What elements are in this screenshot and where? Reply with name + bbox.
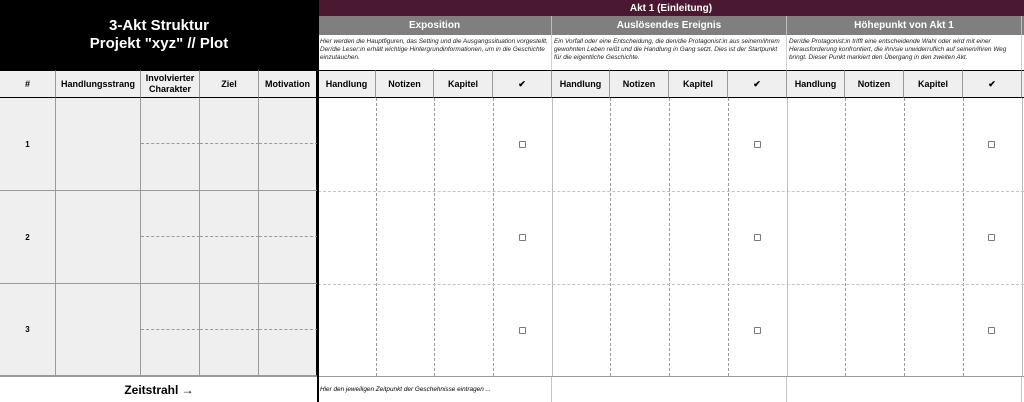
row-number[interactable]: 1	[0, 98, 56, 191]
sheet-title-line1: 3-Akt Struktur	[108, 17, 209, 34]
grid-line	[318, 191, 1024, 192]
grid-line	[728, 98, 729, 376]
goal-cell[interactable]	[200, 98, 259, 144]
sheet-title-line2: Projekt "xyz" // Plot	[89, 35, 229, 52]
sub-header-plot[interactable]: Handlung	[787, 70, 845, 98]
sub-header-chapter[interactable]: Kapitel	[904, 70, 963, 98]
sub-header-check[interactable]: ✔	[493, 70, 552, 98]
freeze-divider	[317, 0, 319, 402]
plot-strand-cell[interactable]	[56, 284, 141, 376]
timeline-label: Zeitstrahl →	[124, 382, 194, 397]
goal-cell[interactable]	[200, 144, 259, 191]
plot-strand-cell[interactable]	[56, 98, 141, 191]
sheet-title	[0, 0, 318, 70]
sub-header-notes[interactable]: Notizen	[376, 70, 434, 98]
section-header-exposition[interactable]: Exposition	[318, 16, 552, 35]
grid-line	[552, 98, 553, 376]
sub-header-plot[interactable]: Handlung	[552, 70, 610, 98]
sub-header-check[interactable]: ✔	[963, 70, 1022, 98]
motivation-cell[interactable]	[259, 191, 318, 237]
motivation-cell[interactable]	[259, 98, 318, 144]
row-number[interactable]: 2	[0, 191, 56, 284]
timeline-cell[interactable]	[552, 377, 787, 402]
checkbox-row2-act1-climax[interactable]	[988, 234, 995, 241]
col-header-number[interactable]: #	[0, 70, 56, 98]
grid-line	[845, 98, 846, 376]
motivation-cell[interactable]	[259, 330, 318, 376]
grid-line	[787, 98, 788, 376]
col-header-plot-strand[interactable]: Handlungsstrang	[56, 70, 141, 98]
col-header-motivation[interactable]: Motivation	[259, 70, 318, 98]
checkbox-row1-exposition[interactable]	[519, 141, 526, 148]
checkbox-row3-exposition[interactable]	[519, 327, 526, 334]
sub-header-chapter[interactable]: Kapitel	[434, 70, 493, 98]
section-header-inciting-incident[interactable]: Auslösendes Ereignis	[552, 16, 787, 35]
grid-line	[376, 98, 377, 376]
grid-line	[904, 98, 905, 376]
section-desc-inciting-incident[interactable]: Ein Vorfall oder eine Entscheidung, die den/die Protagonist:in aus seinem/ihrem gewohnten Leben reißt und die Handlung in Gang setzt. Dies ist der Startpunkt für die eigentliche Geschichte.	[552, 35, 787, 70]
act1-header[interactable]: Akt 1 (Einleitung)	[318, 0, 1024, 16]
checkbox-row3-act1-climax[interactable]	[988, 327, 995, 334]
sub-header-plot[interactable]: Handlung	[318, 70, 376, 98]
goal-cell[interactable]	[200, 237, 259, 284]
timeline-note[interactable]: Hier den jeweiligen Zeitpunkt der Geschehnisse eintragen ...	[318, 377, 552, 402]
checkbox-row1-act1-climax[interactable]	[988, 141, 995, 148]
grid-line	[434, 98, 435, 376]
checkbox-row2-inciting-incident[interactable]	[754, 234, 761, 241]
character-cell[interactable]	[141, 98, 200, 144]
goal-cell[interactable]	[200, 330, 259, 376]
goal-cell[interactable]	[200, 284, 259, 330]
grid-line	[1022, 98, 1023, 376]
row-number[interactable]: 3	[0, 284, 56, 376]
goal-cell[interactable]	[200, 191, 259, 237]
checkbox-row2-exposition[interactable]	[519, 234, 526, 241]
grid-line	[318, 284, 1024, 285]
character-cell[interactable]	[141, 237, 200, 284]
sub-header-notes[interactable]: Notizen	[610, 70, 669, 98]
grid-line	[669, 98, 670, 376]
section-desc-exposition[interactable]: Hier werden die Hauptfiguren, das Setting und die Ausgangssituation vorgestellt. Der/die Leser:in erhält wichtige Hintergrundinformationen, um in die Geschichte einzutauchen.	[318, 35, 552, 70]
section-header-act1-climax[interactable]: Höhepunkt von Akt 1	[787, 16, 1022, 35]
character-cell[interactable]	[141, 144, 200, 191]
plot-strand-cell[interactable]	[56, 191, 141, 284]
col-header-goal[interactable]: Ziel	[200, 70, 259, 98]
sub-header-chapter[interactable]: Kapitel	[669, 70, 728, 98]
character-cell[interactable]	[141, 191, 200, 237]
motivation-cell[interactable]	[259, 284, 318, 330]
character-cell[interactable]	[141, 330, 200, 376]
grid-line	[963, 98, 964, 376]
motivation-cell[interactable]	[259, 237, 318, 284]
timeline-cell[interactable]	[787, 377, 1022, 402]
character-cell[interactable]	[141, 284, 200, 330]
col-header-involved-character[interactable]: Involvierter Charakter	[141, 70, 200, 98]
section-desc-act1-climax[interactable]: Der/die Protagonist:in trifft eine entscheidende Wahl oder wird mit einer Herausforderung konfrontiert, die ihn/sie unwiderruflich auf seinen/ihren Weg bringt. Dieser Punkt markiert den Übergang in den zweiten Akt.	[787, 35, 1022, 70]
grid-line	[610, 98, 611, 376]
motivation-cell[interactable]	[259, 144, 318, 191]
checkbox-row3-inciting-incident[interactable]	[754, 327, 761, 334]
grid-line	[493, 98, 494, 376]
sub-header-check[interactable]: ✔	[728, 70, 787, 98]
checkbox-row1-inciting-incident[interactable]	[754, 141, 761, 148]
sub-header-notes[interactable]: Notizen	[845, 70, 904, 98]
